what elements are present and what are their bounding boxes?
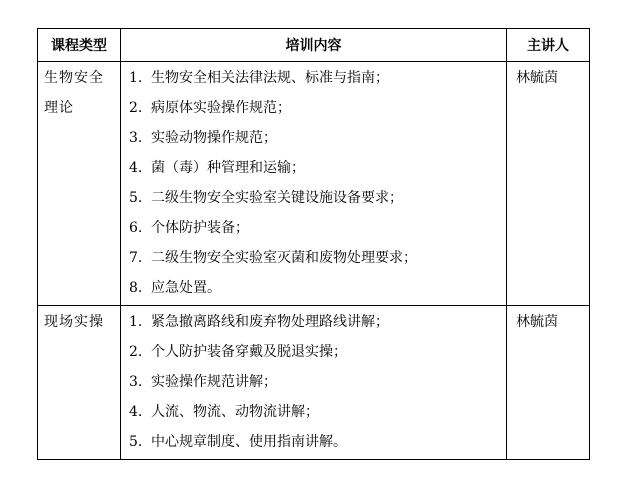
item-text: 中心规章制度、使用指南讲解。 xyxy=(151,434,347,450)
list-item xyxy=(129,123,506,153)
item-number: 3. xyxy=(129,130,143,146)
table-row xyxy=(38,306,590,460)
list-item xyxy=(129,153,506,183)
header-course-type: 课程类型 xyxy=(38,29,121,62)
list-item xyxy=(129,213,506,243)
item-text: 个人防护装备穿戴及脱退实操； xyxy=(151,344,347,360)
course-type-cell: 生物安全理论 xyxy=(38,62,121,306)
header-speaker: 主讲人 xyxy=(507,29,590,62)
list-item xyxy=(129,273,506,303)
item-number: 4. xyxy=(129,404,143,420)
item-text: 二级生物安全实验室灭菌和废物处理要求； xyxy=(151,250,417,266)
item-number: 6. xyxy=(129,220,143,236)
item-number: 2. xyxy=(129,100,143,116)
list-item xyxy=(129,63,506,93)
list-item xyxy=(129,93,506,123)
item-text: 紧急撤离路线和废弃物处理路线讲解； xyxy=(151,314,389,330)
item-text: 人流、物流、动物流讲解； xyxy=(151,404,319,420)
course-type-cell: 现场实操 xyxy=(38,306,121,460)
item-number: 4. xyxy=(129,160,143,176)
item-text: 实验操作规范讲解； xyxy=(151,374,277,390)
item-text: 二级生物安全实验室关键设施设备要求； xyxy=(151,190,403,206)
list-item xyxy=(129,367,506,397)
training-course-table xyxy=(37,28,590,460)
item-number: 7. xyxy=(129,250,143,266)
item-number: 3. xyxy=(129,374,143,390)
list-item xyxy=(129,307,506,337)
list-item xyxy=(129,397,506,427)
table-row xyxy=(38,62,590,306)
item-number: 1. xyxy=(129,70,143,86)
item-number: 8. xyxy=(129,280,143,296)
speaker-cell: 林毓茵 xyxy=(507,306,590,460)
item-text: 生物安全相关法律法规、标准与指南； xyxy=(151,70,389,86)
header-training-content: 培训内容 xyxy=(121,29,507,62)
content-cell xyxy=(121,62,507,306)
item-number: 2. xyxy=(129,344,143,360)
list-item xyxy=(129,243,506,273)
speaker-cell: 林毓茵 xyxy=(507,62,590,306)
table-header-row xyxy=(38,29,590,62)
list-item xyxy=(129,337,506,367)
item-number: 1. xyxy=(129,314,143,330)
list-item xyxy=(129,183,506,213)
list-item xyxy=(129,427,506,457)
item-text: 菌（毒）种管理和运输； xyxy=(151,160,305,176)
item-text: 应急处置。 xyxy=(151,280,221,296)
item-number: 5. xyxy=(129,190,143,206)
content-cell xyxy=(121,306,507,460)
item-text: 个体防护装备； xyxy=(151,220,249,236)
item-text: 实验动物操作规范； xyxy=(151,130,277,146)
item-text: 病原体实验操作规范； xyxy=(151,100,291,116)
item-number: 5. xyxy=(129,434,143,450)
